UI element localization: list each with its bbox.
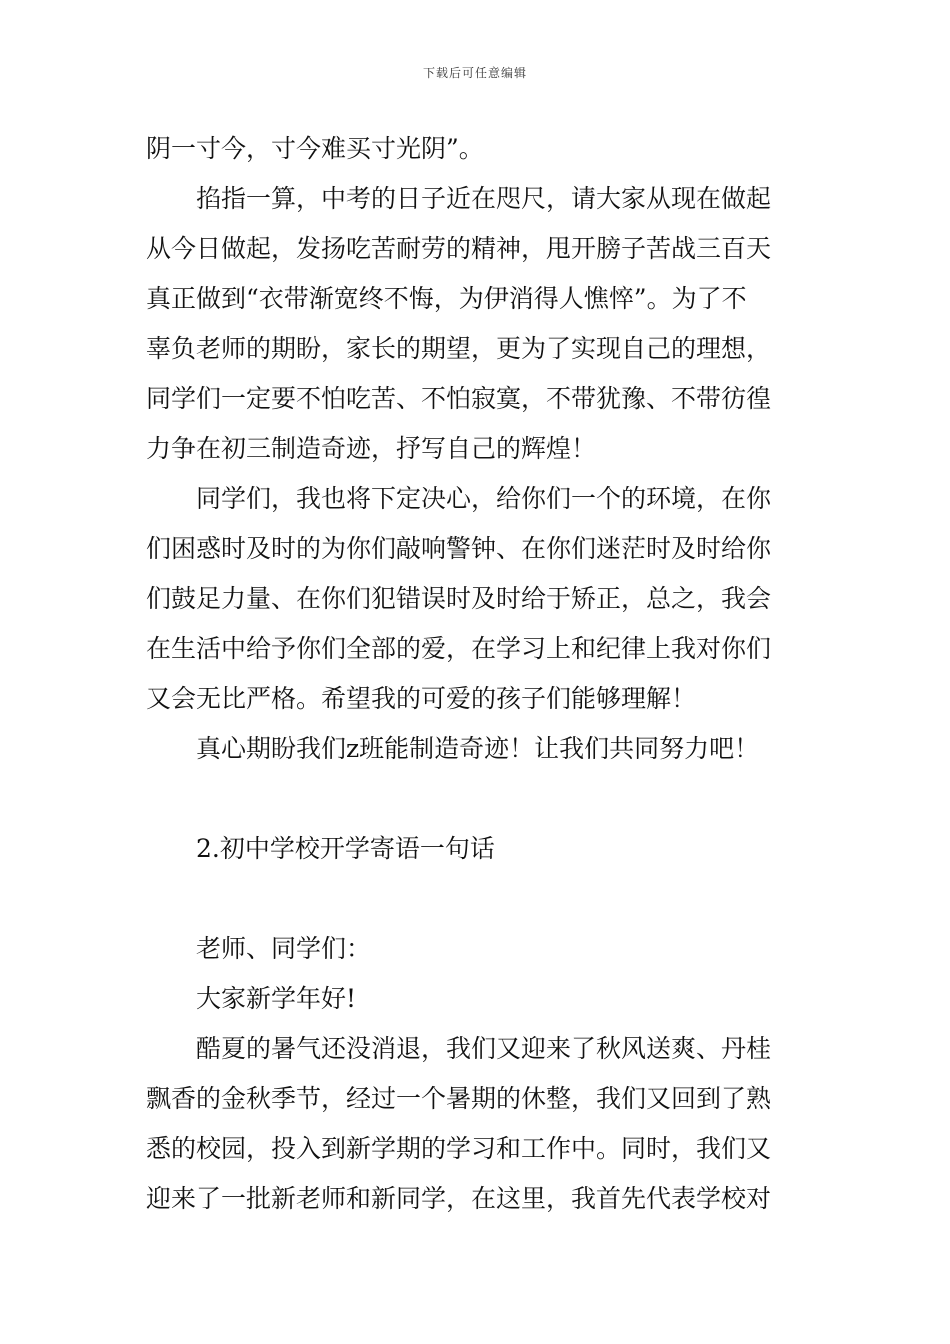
text-line: 同学们，我也将下定决心，给你们一个的环境，在你	[196, 484, 772, 513]
text-line: 辜负老师的期盼，家长的期望，更为了实现自己的理想，	[146, 334, 772, 363]
text-line: 阴一寸今，寸今难买寸光阴”。	[146, 134, 484, 163]
page-header: 下载后可任意编辑	[422, 66, 527, 80]
text-line: 酷夏的暑气还没消退，我们又迎来了秋风送爽、丹桂	[196, 1034, 772, 1063]
paragraph-gap	[146, 774, 812, 824]
text-line: 大家新学年好!	[196, 984, 357, 1013]
text-line: 飘香的金秋季节，经过一个暑期的休整，我们又回到了熟	[146, 1084, 772, 1113]
text-line: 们困惑时及时的为你们敲响警钟、在你们迷茫时及时给你	[146, 534, 772, 563]
section-heading: 2.初中学校开学寄语一句话	[196, 834, 495, 863]
text-line: 迎来了一批新老师和新同学，在这里，我首先代表学校对	[146, 1184, 772, 1213]
text-line: 从今日做起，发扬吃苦耐劳的精神，甩开膀子苦战三百天	[146, 234, 772, 263]
text-line: 又会无比严格。希望我的可爱的孩子们能够理解！	[146, 684, 697, 713]
text-line: 悉的校园，投入到新学期的学习和工作中。同时，我们又	[146, 1134, 772, 1163]
paragraph-gap	[146, 874, 812, 924]
text-line: 同学们一定要不怕吃苦、不怕寂寞，不带犹豫、不带彷徨	[146, 384, 772, 413]
text-line: 力争在初三制造奇迹，抒写自己的辉煌！	[146, 434, 597, 463]
text-line: 真心期盼我们z班能制造奇迹！让我们共同努力吧！	[196, 734, 760, 763]
text-line: 在生活中给予你们全部的爱，在学习上和纪律上我对你们	[146, 634, 772, 663]
document-body	[146, 124, 812, 1224]
text-line: 老师、同学们：	[196, 934, 372, 963]
text-line: 真正做到“衣带渐宽终不悔，为伊消得人憔悴”。为了不	[146, 284, 747, 313]
text-line: 掐指一算，中考的日子近在咫尺，请大家从现在做起	[196, 184, 772, 213]
text-line: 们鼓足力量、在你们犯错误时及时给于矫正，总之，我会	[146, 584, 772, 613]
